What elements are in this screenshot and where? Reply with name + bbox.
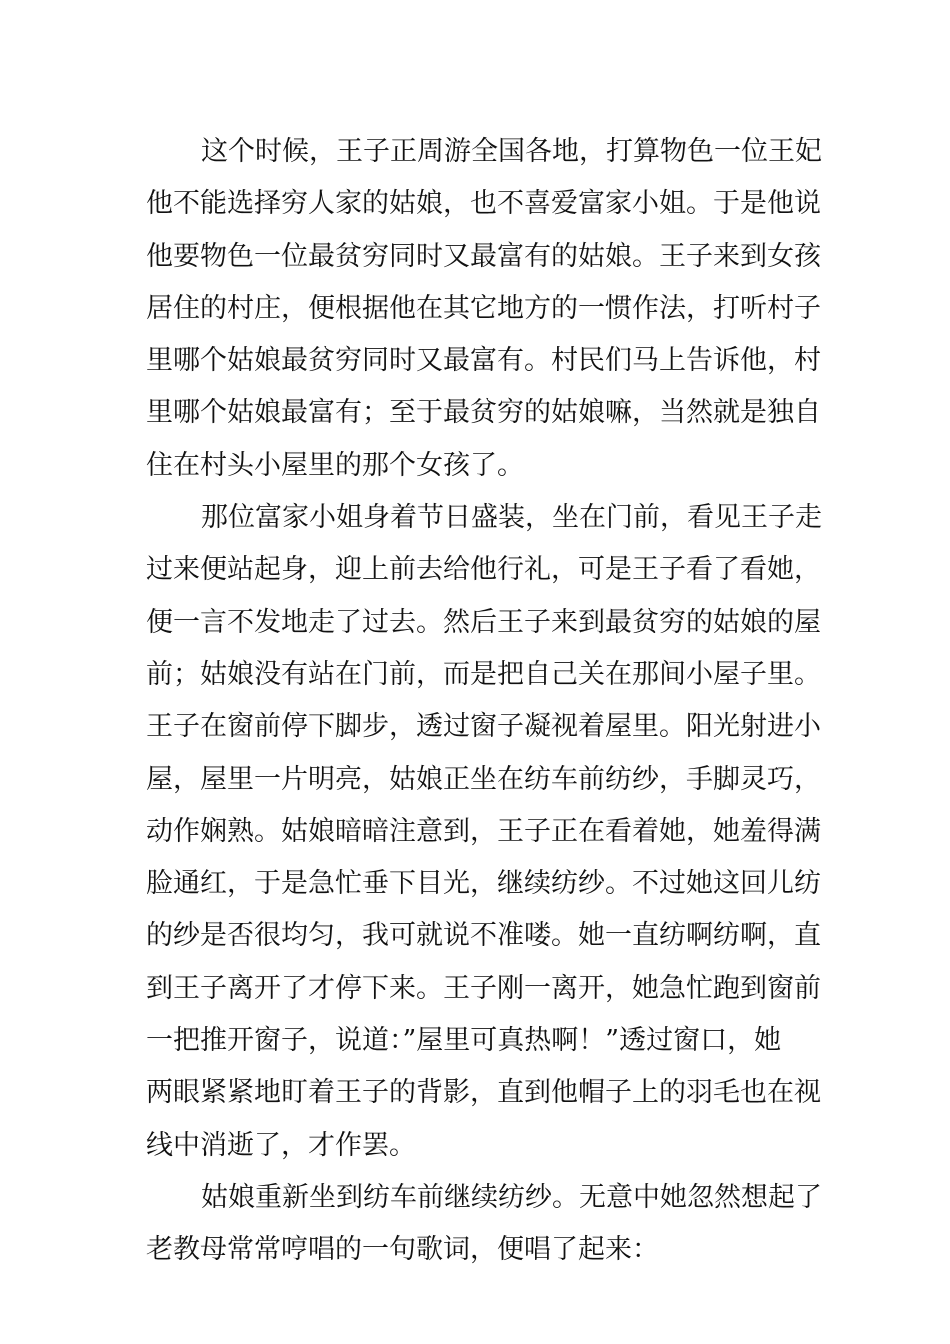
text-line: 一把推开窗子，说道：”屋里可真热啊！”透过窗口，她 (146, 1025, 782, 1057)
paragraph-1 (146, 126, 822, 492)
text-line: 姑娘重新坐到纺车前继续纺纱。无意中她忽然想起了 (201, 1181, 822, 1213)
text-line: 里哪个姑娘最富有；至于最贫穷的姑娘嘛，当然就是独自 (146, 397, 821, 429)
text-line: 两眼紧紧地盯着王子的背影，直到他帽子上的羽毛也在视 (146, 1077, 821, 1109)
text-line: 过来便站起身，迎上前去给他行礼，可是王子看了看她， (146, 554, 821, 586)
text-line: 那位富家小姐身着节日盛装，坐在门前，看见王子走 (201, 502, 822, 534)
text-line: 屋，屋里一片明亮，姑娘正坐在纺车前纺纱，手脚灵巧， (146, 763, 821, 795)
text-line: 他要物色一位最贫穷同时又最富有的姑娘。王子来到女孩 (146, 240, 821, 272)
text-line: 居住的村庄，便根据他在其它地方的一惯作法，打听村子 (146, 292, 821, 324)
text-line: 他不能选择穷人家的姑娘，也不喜爱富家小姐。于是他说 (146, 188, 821, 220)
text-line: 前；姑娘没有站在门前，而是把自己关在那间小屋子里。 (146, 658, 821, 690)
paragraph-3 (146, 1172, 822, 1277)
text-line: 王子在窗前停下脚步，透过窗子凝视着屋里。阳光射进小 (146, 711, 821, 743)
text-line: 的纱是否很均匀，我可就说不准喽。她一直纺啊纺啊，直 (146, 920, 821, 952)
text-line: 脸通红，于是急忙垂下目光，继续纺纱。不过她这回儿纺 (146, 868, 821, 900)
paragraph-2 (146, 492, 822, 1172)
body-text (146, 126, 822, 1277)
text-line: 住在村头小屋里的那个女孩了。 (146, 449, 524, 481)
text-line: 便一言不发地走了过去。然后王子来到最贫穷的姑娘的屋 (146, 606, 821, 638)
text-line: 动作娴熟。姑娘暗暗注意到，王子正在看着她，她羞得满 (146, 815, 821, 847)
text-line: 到王子离开了才停下来。王子刚一离开，她急忙跑到窗前 (146, 972, 821, 1004)
text-line: 里哪个姑娘最贫穷同时又最富有。村民们马上告诉他，村 (146, 345, 821, 377)
text-line: 老教母常常哼唱的一句歌词，便唱了起来： (146, 1234, 659, 1266)
text-line: 这个时候，王子正周游全国各地，打算物色一位王妃 (201, 136, 822, 167)
text-line: 线中消逝了，才作罢。 (146, 1129, 416, 1161)
